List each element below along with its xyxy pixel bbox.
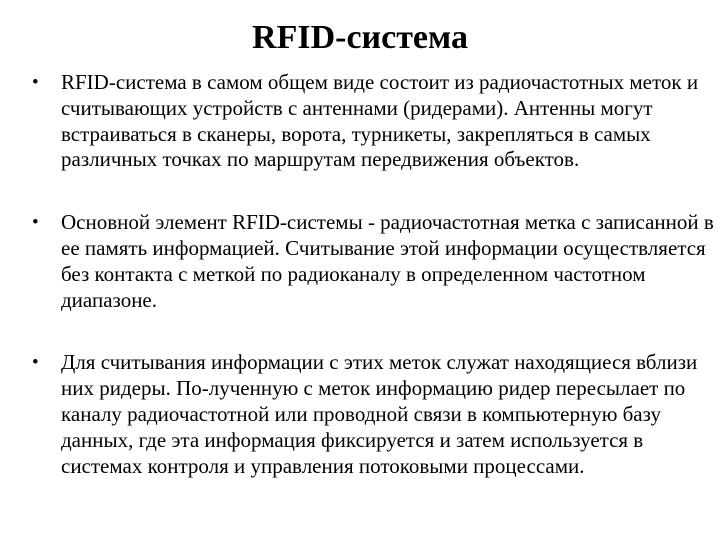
bullet-icon: • [32,352,39,374]
slide-title: RFID-система [252,19,468,56]
bullet-list [0,70,720,479]
bullet-icon: • [32,212,39,234]
bullet-item-1 [0,70,716,173]
bullet-text-1: RFID-система в самом общем виде состоит из радиочастотных меток и считывающих устройств с антеннами (ридерами). Антенны могут встраиваться в сканеры, ворота, турникеты, закрепляться в самых различных точках по маршрутам передвижения объектов. [61,70,699,172]
bullet-text-3: Для считывания информации с этих меток служат находящиеся вблизи них ридеры. По-лученную с меток информацию ридер пересылает по каналу радиочастотной или проводной связи в компьютерную базу данных, где эта информация фиксируется и затем используется в системах контроля и управления потоковыми процессами. [61,350,698,478]
bullet-icon: • [32,72,39,93]
bullet-item-2 [0,210,716,313]
bullet-item-3 [0,350,716,479]
bullet-text-2: Основной элемент RFID-системы - радиочастотная метка с записанной в ее память информацией. Считывание этой информации осуществляется без контакта с меткой по радиоканалу в определенном частотном диапазоне. [61,210,714,312]
